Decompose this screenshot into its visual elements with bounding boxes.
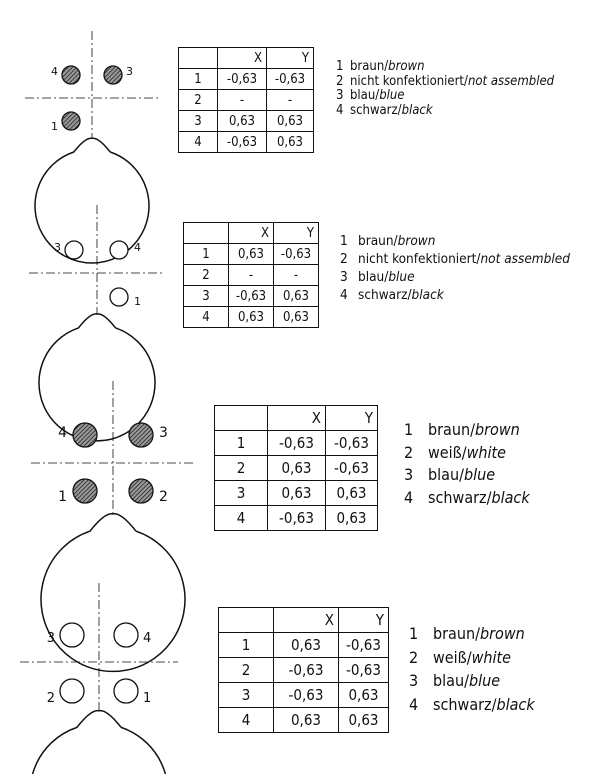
cell-y: -0,63	[267, 69, 314, 90]
cell-x: 0,63	[229, 244, 274, 265]
legend-english-label: brown	[388, 59, 425, 74]
cell-pin: 4	[179, 132, 218, 153]
legend-english-label: blue	[463, 465, 496, 484]
pin-2-contact	[60, 679, 84, 703]
table-row	[219, 708, 389, 733]
legend-german-label: schwarz/	[350, 102, 402, 118]
pin-3-contact	[129, 423, 153, 447]
legend-item	[336, 75, 554, 90]
cell-y: -0,63	[339, 658, 389, 683]
cell-y: -	[267, 90, 314, 111]
cell-y: 0,63	[339, 708, 389, 733]
cell-x: 0,63	[274, 633, 339, 658]
cell-pin: 3	[215, 481, 268, 506]
cell-y: -0,63	[274, 244, 319, 265]
cell-y: 0,63	[339, 683, 389, 708]
pin-3-contact	[60, 623, 84, 647]
legend-german-label: braun/	[428, 420, 475, 439]
header-corner-cell	[184, 223, 229, 244]
cell-y: 0,63	[267, 132, 314, 153]
legend-german-label: nicht konfektioniert/	[358, 251, 481, 267]
connector-face-diagram	[19, 369, 207, 557]
legend-english-label: black	[411, 287, 444, 303]
legend-english-label: black	[491, 487, 530, 507]
table-row	[215, 431, 378, 456]
legend-item	[409, 694, 535, 721]
legend-english-label: not assembled	[467, 73, 555, 89]
pin-4-label: 4	[134, 241, 141, 254]
legend-german-label: braun/	[350, 59, 389, 74]
cell-x: 0,63	[229, 307, 274, 328]
pin-4-label: 4	[51, 65, 58, 78]
pin-coordinate-table	[218, 607, 389, 733]
cell-x: -0,63	[268, 506, 326, 531]
header-corner-cell	[179, 48, 218, 69]
cell-x: 0,63	[274, 708, 339, 733]
cell-pin: 2	[219, 658, 274, 683]
cell-pin: 1	[219, 633, 274, 658]
legend-german-label: braun/	[433, 624, 480, 643]
pin-1-label: 1	[134, 295, 141, 308]
legend-german-label: weiß/	[428, 442, 467, 462]
header-y-cell: Y	[326, 406, 378, 431]
legend-item	[340, 289, 570, 307]
table-header-row	[215, 406, 378, 431]
cell-x: -0,63	[218, 69, 267, 90]
wire-color-legend	[340, 235, 570, 307]
legend-german-label: schwarz/	[428, 487, 492, 507]
cell-pin: 4	[215, 506, 268, 531]
cell-x: 0,63	[218, 111, 267, 132]
pin-coordinate-table	[178, 47, 314, 153]
cell-x: -0,63	[268, 431, 326, 456]
table-row	[219, 658, 389, 683]
pin-1-label: 1	[51, 120, 58, 133]
cell-x: -	[218, 90, 267, 111]
cell-x: -0,63	[218, 132, 267, 153]
header-y-cell: Y	[274, 223, 319, 244]
table-row	[219, 683, 389, 708]
wire-color-legend	[336, 60, 554, 118]
legend-english-label: black	[496, 694, 535, 714]
pin-coordinate-table	[183, 222, 319, 328]
pin-2-label: 2	[159, 489, 168, 505]
legend-english-label: white	[471, 647, 511, 667]
legend-english-label: brown	[474, 420, 520, 439]
header-corner-cell	[219, 608, 274, 633]
legend-number: 2	[409, 647, 419, 667]
cell-pin: 4	[219, 708, 274, 733]
legend-item	[336, 104, 554, 119]
legend-number: 3	[409, 671, 419, 690]
header-x-cell: X	[218, 48, 267, 69]
pin-coordinate-table	[214, 405, 378, 531]
legend-german-label: nicht konfektioniert/	[350, 73, 468, 89]
header-x-cell: X	[268, 406, 326, 431]
legend-german-label: schwarz/	[433, 694, 497, 714]
pin-4-label: 4	[143, 631, 152, 646]
table-row	[179, 111, 314, 132]
legend-number: 1	[409, 624, 419, 643]
table-row	[179, 90, 314, 111]
table-header-row	[219, 608, 389, 633]
cell-pin: 3	[184, 286, 229, 307]
legend-number: 1	[340, 233, 348, 249]
cell-x: 0,63	[268, 456, 326, 481]
cell-pin: 2	[215, 456, 268, 481]
legend-german-label: weiß/	[433, 647, 472, 667]
pin-3-contact	[65, 241, 83, 259]
legend-item	[336, 89, 554, 104]
connector-face-diagram	[17, 193, 177, 353]
cell-pin: 3	[179, 111, 218, 132]
connector-face-diagram	[13, 19, 171, 177]
legend-english-label: blue	[468, 671, 501, 690]
legend-item	[404, 467, 530, 490]
legend-german-label: blau/	[350, 88, 380, 103]
pin-2-label: 2	[46, 691, 55, 706]
pin-4-contact	[62, 66, 80, 84]
legend-number: 4	[340, 287, 348, 303]
legend-english-label: white	[466, 442, 506, 462]
cell-y: 0,63	[326, 481, 378, 506]
legend-number: 4	[404, 487, 414, 507]
cell-x: -0,63	[229, 286, 274, 307]
legend-number: 1	[336, 59, 344, 74]
legend-number: 2	[404, 442, 414, 462]
cell-y: 0,63	[274, 286, 319, 307]
pin-3-label: 3	[46, 631, 55, 646]
pin-3-label: 3	[54, 241, 61, 254]
pin-1-label: 1	[58, 489, 67, 505]
legend-number: 4	[409, 694, 419, 714]
cell-x: -	[229, 265, 274, 286]
pin-1-label: 1	[143, 691, 152, 706]
pin-4-contact	[73, 423, 97, 447]
header-x-cell: X	[274, 608, 339, 633]
legend-english-label: black	[401, 102, 433, 118]
legend-english-label: brown	[397, 233, 436, 249]
legend-german-label: blau/	[428, 465, 464, 484]
pin-1-contact	[110, 288, 128, 306]
table-row	[179, 132, 314, 153]
cell-y: 0,63	[326, 506, 378, 531]
cell-y: -0,63	[326, 431, 378, 456]
wire-color-legend	[409, 626, 535, 720]
cell-x: -0,63	[274, 658, 339, 683]
cell-y: -0,63	[326, 456, 378, 481]
cell-pin: 2	[184, 265, 229, 286]
pin-2-contact	[129, 479, 153, 503]
legend-german-label: schwarz/	[358, 287, 412, 303]
legend-english-label: blue	[388, 269, 415, 285]
cell-y: -0,63	[339, 633, 389, 658]
pin-3-label: 3	[159, 425, 168, 441]
legend-number: 3	[336, 88, 344, 103]
pin-1-contact	[114, 679, 138, 703]
cell-y: -	[274, 265, 319, 286]
legend-number: 2	[340, 251, 348, 267]
pin-4-contact	[114, 623, 138, 647]
legend-number: 4	[336, 102, 344, 118]
connector-face-diagram	[8, 571, 190, 753]
legend-english-label: blue	[379, 88, 405, 103]
header-x-cell: X	[229, 223, 274, 244]
table-row	[179, 69, 314, 90]
legend-german-label: blau/	[433, 671, 469, 690]
table-row	[184, 286, 319, 307]
legend-item	[409, 647, 535, 674]
legend-german-label: braun/	[358, 233, 398, 249]
cell-pin: 3	[219, 683, 274, 708]
table-row	[219, 633, 389, 658]
legend-item	[409, 673, 535, 697]
cell-pin: 1	[179, 69, 218, 90]
table-row	[215, 506, 378, 531]
table-header-row	[179, 48, 314, 69]
legend-number: 1	[404, 420, 414, 439]
pin-1-contact	[62, 112, 80, 130]
cell-pin: 2	[179, 90, 218, 111]
table-row	[215, 456, 378, 481]
legend-number: 3	[340, 269, 348, 285]
cell-x: 0,63	[268, 481, 326, 506]
pin-3-label: 3	[126, 65, 133, 78]
legend-german-label: blau/	[358, 269, 389, 285]
legend-number: 3	[404, 465, 414, 484]
legend-number: 2	[336, 73, 344, 89]
wire-color-legend	[404, 422, 530, 512]
pin-1-contact	[73, 479, 97, 503]
pin-3-contact	[104, 66, 122, 84]
legend-item	[404, 442, 530, 468]
legend-item	[404, 487, 530, 513]
header-corner-cell	[215, 406, 268, 431]
legend-item	[336, 60, 554, 75]
table-row	[184, 265, 319, 286]
cell-y: 0,63	[274, 307, 319, 328]
cell-pin: 1	[184, 244, 229, 265]
legend-item	[409, 626, 535, 650]
header-y-cell: Y	[339, 608, 389, 633]
cell-x: -0,63	[274, 683, 339, 708]
header-y-cell: Y	[267, 48, 314, 69]
table-row	[184, 244, 319, 265]
cell-y: 0,63	[267, 111, 314, 132]
table-row	[184, 307, 319, 328]
table-header-row	[184, 223, 319, 244]
legend-item	[404, 422, 530, 445]
legend-english-label: not assembled	[480, 251, 570, 267]
table-row	[215, 481, 378, 506]
cell-pin: 1	[215, 431, 268, 456]
cell-pin: 4	[184, 307, 229, 328]
pin-4-contact	[110, 241, 128, 259]
connector-housing	[30, 711, 168, 774]
legend-english-label: brown	[479, 624, 525, 643]
pin-4-label: 4	[58, 425, 67, 441]
